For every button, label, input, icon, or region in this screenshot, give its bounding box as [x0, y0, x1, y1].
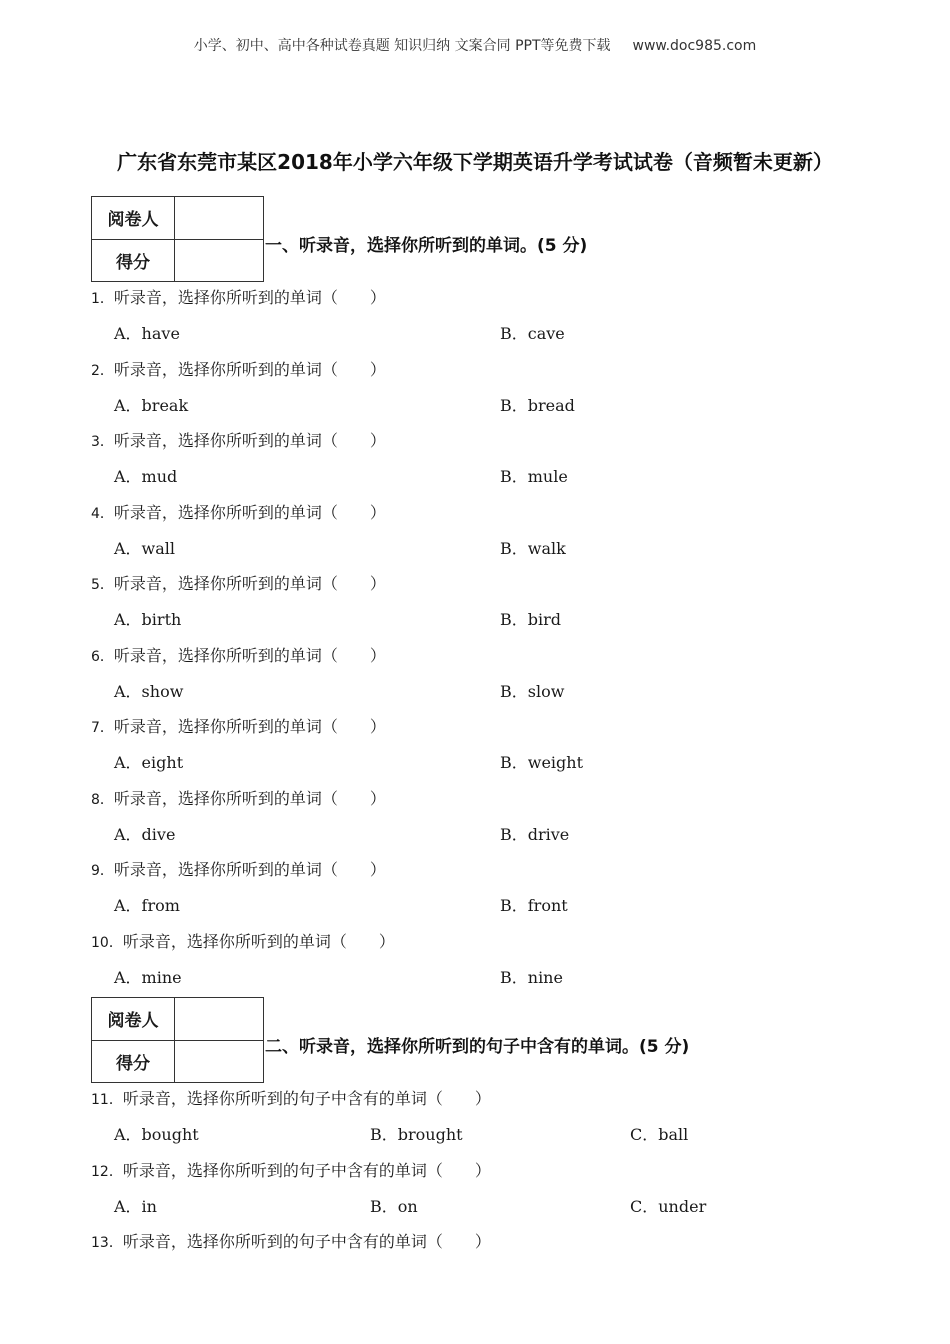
question-text: 听录音，选择你所听到的单词（ ）: [113, 288, 386, 307]
answer-option[interactable]: A．mine: [114, 967, 182, 987]
score-cell: [175, 239, 264, 282]
question-stem: [91, 357, 386, 380]
answer-option[interactable]: A．wall: [114, 538, 176, 558]
answer-option[interactable]: B．mule: [500, 467, 568, 486]
question-text: 听录音，选择你所听到的单词（ ）: [113, 574, 386, 593]
answer-option[interactable]: B．slow: [500, 681, 565, 701]
question-number: 1．: [91, 291, 114, 307]
question-number: 4．: [91, 505, 114, 522]
answer-option[interactable]: A．dive: [114, 824, 176, 844]
question-text: 听录音，选择你所听到的单词（ ）: [113, 717, 386, 736]
reviewer-label: 阅卷人: [92, 998, 175, 1041]
page-header: [0, 35, 950, 55]
question-number: 9．: [91, 863, 114, 879]
header-banner: 小学、初中、高中各种试卷真题 知识归纳 文案合同 PPT等免费下载: [193, 38, 611, 54]
question-stem: [91, 1158, 491, 1181]
answer-option[interactable]: A．break: [114, 395, 189, 415]
question-stem: [91, 571, 386, 594]
answer-option[interactable]: B．nine: [500, 967, 563, 987]
answer-option[interactable]: B．on: [370, 1196, 418, 1216]
question-number: 7．: [91, 720, 114, 736]
question-text: 听录音，选择你所听到的单词（ ）: [122, 931, 395, 951]
document-title: 广东省东莞市某区2018年小学六年级下学期英语升学考试试卷（音频暂未更新）: [117, 150, 833, 174]
answer-option[interactable]: A．show: [114, 681, 184, 701]
score-label: 得分: [92, 1040, 175, 1083]
question-stem: [91, 929, 395, 952]
question-number: 13．: [91, 1235, 123, 1251]
question-stem: [91, 857, 386, 880]
question-text: 听录音，选择你所听到的单词（ ）: [113, 860, 386, 879]
answer-option[interactable]: B．bread: [500, 395, 575, 415]
question-text: 听录音，选择你所听到的单词（ ）: [113, 788, 386, 808]
question-number: 12．: [91, 1163, 123, 1180]
question-stem: [91, 714, 386, 737]
answer-option[interactable]: C．ball: [630, 1125, 689, 1144]
question-stem: [91, 428, 386, 451]
answer-option[interactable]: A．from: [114, 896, 180, 915]
question-number: 2．: [91, 362, 114, 379]
header-site-url[interactable]: www.doc985.com: [632, 38, 757, 54]
question-text: 听录音，选择你所听到的单词（ ）: [113, 502, 386, 522]
score-box-section-2: [91, 997, 264, 1083]
question-text: 听录音，选择你所听到的句子中含有的单词（ ）: [122, 1089, 491, 1108]
answer-option[interactable]: A．mud: [114, 467, 178, 486]
answer-option[interactable]: B．weight: [500, 753, 584, 772]
reviewer-cell: [175, 998, 264, 1041]
answer-option[interactable]: A．in: [114, 1196, 157, 1216]
question-text: 听录音，选择你所听到的句子中含有的单词（ ）: [122, 1160, 491, 1180]
question-text: 听录音，选择你所听到的单词（ ）: [113, 431, 386, 450]
score-label: 得分: [92, 239, 175, 282]
question-text: 听录音，选择你所听到的单词（ ）: [113, 645, 386, 665]
question-stem: [91, 500, 386, 523]
question-number: 10．: [91, 934, 123, 951]
question-number: 8．: [91, 791, 114, 808]
score-cell: [175, 1040, 264, 1083]
answer-option[interactable]: B．cave: [500, 324, 565, 343]
question-number: 11．: [91, 1092, 123, 1108]
question-number: 3．: [91, 434, 114, 450]
reviewer-cell: [175, 197, 264, 240]
section-title-2: 二、听录音，选择你所听到的句子中含有的单词。(5 分): [265, 1037, 690, 1057]
answer-option[interactable]: B．bird: [500, 610, 562, 629]
question-stem: [91, 1229, 491, 1252]
answer-option[interactable]: B．front: [500, 896, 568, 915]
question-number: 6．: [91, 648, 114, 665]
answer-option[interactable]: A．have: [114, 324, 180, 343]
answer-option[interactable]: B．drive: [500, 824, 570, 844]
question-number: 5．: [91, 577, 114, 593]
question-stem: [91, 786, 386, 809]
score-box-section-1: [91, 196, 264, 282]
question-text: 听录音，选择你所听到的句子中含有的单词（ ）: [122, 1232, 491, 1251]
answer-option[interactable]: A．bought: [114, 1125, 199, 1144]
answer-option[interactable]: B．walk: [500, 538, 566, 558]
question-stem: [91, 285, 386, 308]
section-title-1: 一、听录音，选择你所听到的单词。(5 分): [265, 236, 588, 256]
answer-option[interactable]: C．under: [630, 1196, 707, 1216]
answer-option[interactable]: A．birth: [114, 610, 182, 629]
answer-option[interactable]: A．eight: [114, 753, 184, 772]
question-stem: [91, 643, 386, 666]
reviewer-label: 阅卷人: [92, 197, 175, 240]
answer-option[interactable]: B．brought: [370, 1125, 463, 1144]
question-text: 听录音，选择你所听到的单词（ ）: [113, 359, 386, 379]
question-stem: [91, 1086, 491, 1109]
